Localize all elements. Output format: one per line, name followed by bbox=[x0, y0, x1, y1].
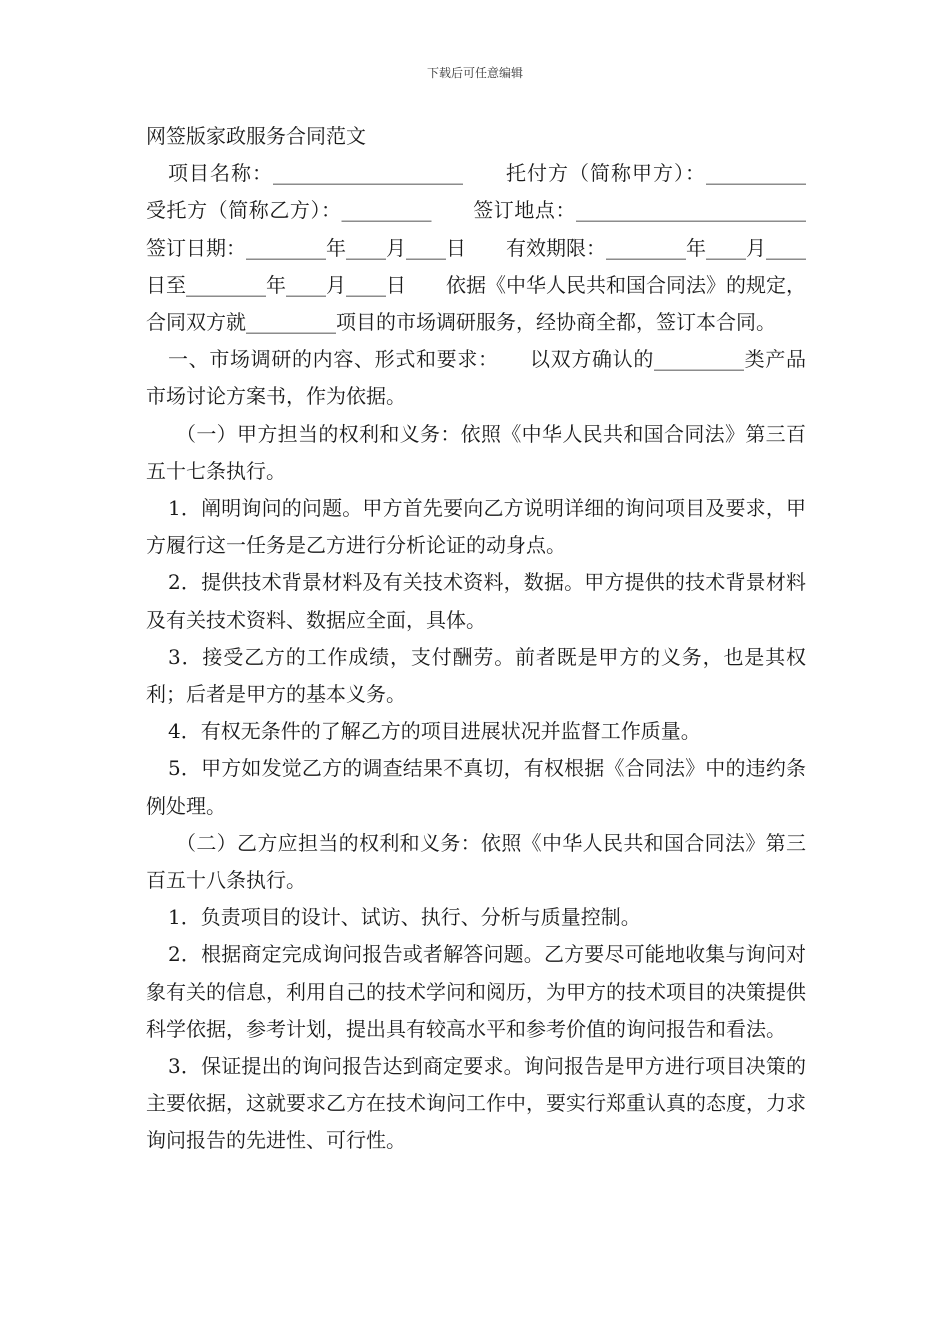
paragraph-a-item-1: 1．阐明询问的问题。甲方首先要向乙方说明详细的询问项目及要求，甲方履行这一任务是乙方进行分析论证的动身点。 bbox=[146, 496, 806, 558]
paragraph-party-b-rights: （二）乙方应担当的权利和义务：依照《中华人民共和国合同法》第三百五十八条执行。 bbox=[146, 830, 806, 893]
document-title: 网签版家政服务合同范文 bbox=[146, 124, 366, 148]
page-header: 下载后可任意编辑 bbox=[426, 66, 523, 80]
paragraph-b-item-3: 3．保证提出的询问报告达到商定要求。询问报告是甲方进行项目决策的主要依据，这就要求乙方在技术询问工作中，要实行郑重认真的态度，力求询问报告的先进性、可行性。 bbox=[146, 1054, 806, 1153]
paragraph-a-item-5: 5．甲方如发觉乙方的调查结果不真切，有权根据《合同法》中的违约条例处理。 bbox=[146, 756, 806, 818]
paragraph-a-item-3: 3．接受乙方的工作成绩，支付酬劳。前者既是甲方的义务，也是其权利；后者是甲方的基本义务。 bbox=[146, 644, 806, 707]
paragraph-b-item-2: 2．根据商定完成询问报告或者解答问题。乙方要尽可能地收集与询问对象有关的信息，利用自己的技术学问和阅历，为甲方的技术项目的决策提供科学依据，参考计划，提出具有较高水平和参考价值的询问报告和看法。 bbox=[146, 942, 806, 1041]
paragraph-section-1: 一、市场调研的内容、形式和要求： 以双方确认的_________类产品市场讨论方案书，作为依据。 bbox=[146, 347, 806, 409]
document-body bbox=[146, 118, 846, 1160]
paragraph-b-item-1: 1．负责项目的设计、试访、执行、分析与质量控制。 bbox=[168, 905, 641, 930]
paragraph-contract-info: 项目名称：___________________ 托付方（简称甲方）：__________ 受托方（简称乙方）：_________ 签订地点：_______________________ 签订日期：________年____月____日 有效期限：________年____月____日至________年____月____日 依据《中华人民共和国合同法》的规定，合同双方就_________项目的市场调研服务，经协商全都，签订本合同。 bbox=[146, 161, 846, 335]
paragraph-party-a-rights: （一）甲方担当的权利和义务：依照《中华人民共和国合同法》第三百五十七条执行。 bbox=[146, 421, 806, 483]
paragraph-a-item-2: 2．提供技术背景材料及有关技术资料，数据。甲方提供的技术背景材料及有关技术资料、数据应全面，具体。 bbox=[146, 570, 806, 632]
paragraph-a-item-4: 4．有权无条件的了解乙方的项目进展状况并监督工作质量。 bbox=[168, 719, 701, 744]
